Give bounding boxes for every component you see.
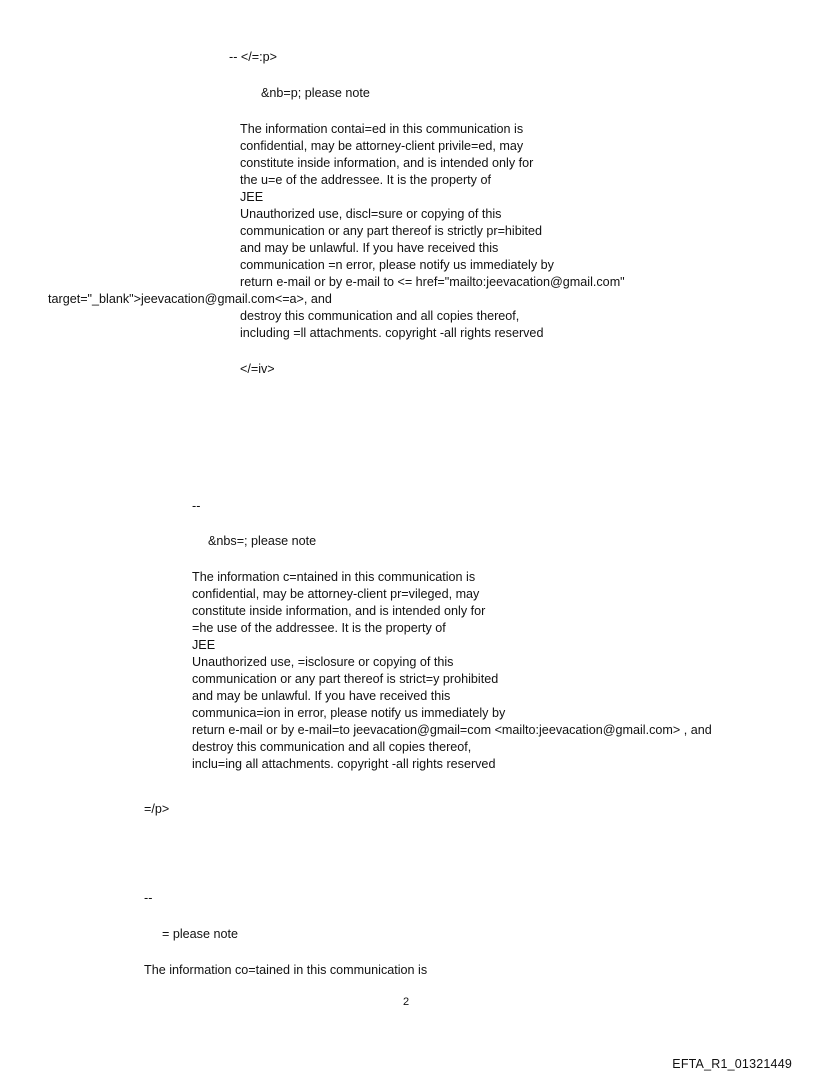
block2-line: destroy this communication and all copies thereof, bbox=[192, 740, 472, 754]
page-number: 2 bbox=[403, 996, 410, 1008]
block2-line: and may be unlawful. If you have received this bbox=[192, 689, 451, 703]
block1-line: return e-mail or by e-mail to <= href="mailto:jeevacation@gmail.com" bbox=[240, 275, 625, 289]
block3-please-note: = please note bbox=[162, 927, 238, 941]
block3-line: The information co=tained in this communication is bbox=[144, 963, 428, 977]
block1-closing-tag: </=iv> bbox=[240, 362, 275, 376]
block1-line: destroy this communication and all copies thereof, bbox=[240, 309, 520, 323]
block2-line: The information c=ntained in this communication is bbox=[192, 570, 476, 584]
block3-dash-line: -- bbox=[144, 891, 153, 905]
block2-dash-line: -- bbox=[192, 499, 201, 513]
block1-please-note: &nb=p; please note bbox=[261, 86, 370, 100]
block1-line: JEE bbox=[240, 190, 264, 204]
block2-please-note: &nbs=; please note bbox=[208, 534, 317, 548]
block2-line: return e-mail or by e-mail=to jeevacation@gmail=com <mailto:jeevacation@gmail.com> , and bbox=[192, 723, 712, 737]
block2-line: communication or any part thereof is strict=y prohibited bbox=[192, 672, 499, 686]
block1-line: communication =n error, please notify us immediately by bbox=[240, 258, 554, 272]
block2-line: inclu=ing all attachments. copyright -all rights reserved bbox=[192, 757, 496, 771]
block2-line: JEE bbox=[192, 638, 216, 652]
block2-line: communica=ion in error, please notify us immediately by bbox=[192, 706, 506, 720]
block1-line: the u=e of the addressee. It is the property of bbox=[240, 173, 491, 187]
block2-closing-tag: =/p> bbox=[144, 802, 170, 816]
block2-line: =he use of the addressee. It is the property of bbox=[192, 621, 446, 635]
block1-line: The information contai=ed in this communication is bbox=[240, 122, 524, 136]
block2-line: confidential, may be attorney-client pr=vileged, may bbox=[192, 587, 480, 601]
block1-line: communication or any part thereof is strictly pr=hibited bbox=[240, 224, 543, 238]
block2-line: Unauthorized use, =isclosure or copying of this bbox=[192, 655, 454, 669]
block1-wrap-line: target="_blank">jeevacation@gmail.com<=a>, and bbox=[48, 292, 332, 306]
block1-line: and may be unlawful. If you have received this bbox=[240, 241, 499, 255]
block2-line: constitute inside information, and is intended only for bbox=[192, 604, 486, 618]
block1-dash-line: -- </=:p> bbox=[229, 50, 277, 64]
block1-line: including =ll attachments. copyright -all rights reserved bbox=[240, 326, 544, 340]
block1-line: confidential, may be attorney-client privile=ed, may bbox=[240, 139, 524, 153]
block1-line: Unauthorized use, discl=sure or copying of this bbox=[240, 207, 502, 221]
block1-line: constitute inside information, and is intended only for bbox=[240, 156, 534, 170]
bates-number: EFTA_R1_01321449 bbox=[672, 1057, 792, 1071]
